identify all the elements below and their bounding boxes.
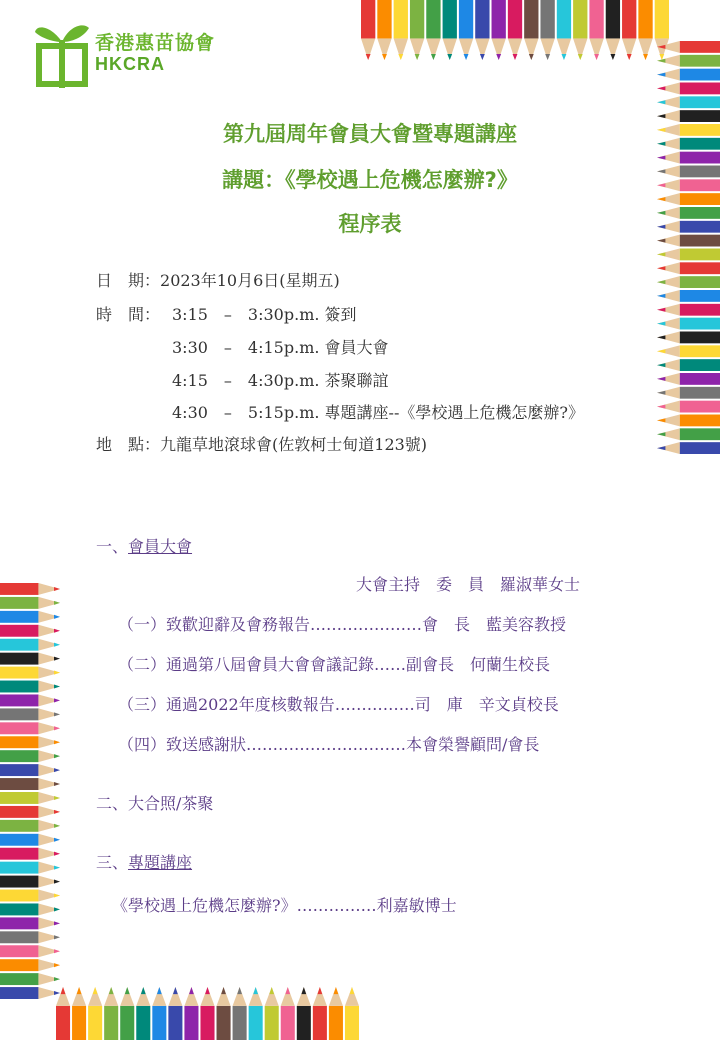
pencil-icon [680, 166, 720, 178]
pencil-icon [680, 359, 720, 371]
pencil-icon [657, 86, 665, 90]
pencil-icon [562, 54, 567, 60]
pencil-icon [0, 750, 38, 762]
pencil-icon [54, 684, 60, 688]
pencil-icon [394, 0, 408, 38]
pencil-icon [54, 671, 60, 675]
venue-value: 九龍草地滾球會(佐敦柯士甸道123號) [160, 435, 428, 454]
pencil-icon [680, 152, 720, 164]
section-title: 會員大會 [128, 537, 193, 556]
pencil-icon [297, 1006, 311, 1040]
pencil-icon [540, 0, 554, 38]
pencil-icon [0, 987, 38, 999]
pencil-icon [0, 694, 38, 706]
schedule-item: 會員大會 [324, 338, 389, 357]
time-label: 時 間： [96, 305, 161, 324]
pencil-icon [657, 45, 665, 49]
pencil-icon [680, 41, 720, 53]
pencil-icon [173, 987, 178, 994]
pencil-icon [680, 69, 720, 81]
pencil-icon [657, 405, 665, 409]
pencil-icon [0, 597, 38, 609]
host-line: 大會主持 委 員 羅淑華女士 [356, 575, 581, 594]
pencil-icon [657, 252, 665, 256]
pencil-icon [125, 987, 130, 994]
pencil-icon [657, 239, 665, 243]
pencil-icon [0, 792, 38, 804]
pencil-icon [398, 54, 403, 60]
pencil-icon [136, 1006, 150, 1040]
section-heading-talk [96, 850, 192, 873]
pencil-icon [657, 446, 665, 450]
pencil-icon [643, 54, 648, 60]
pencil-icon [0, 973, 38, 985]
pencil-icon [54, 740, 60, 744]
pencil-icon [459, 0, 473, 38]
pencil-icon [54, 935, 60, 939]
pencil-icon [513, 54, 518, 60]
pencil-icon [657, 308, 665, 312]
topic-title: 講題：《學校遇上危機怎麼辦?》 [222, 168, 518, 192]
pencil-icon [0, 778, 38, 790]
pencil-icon [680, 249, 720, 261]
pencil-icon [627, 54, 632, 60]
pencil-icon [680, 83, 720, 95]
pencil-icon [447, 54, 452, 60]
pencil-icon [680, 276, 720, 288]
pencil-icon [0, 583, 38, 595]
agenda-item: （一）致歡迎辭及會務報告…………………會 長 藍美容教授 [118, 615, 567, 634]
pencil-icon [657, 349, 665, 353]
pencil-icon [109, 987, 114, 994]
logo-english-name: HKCRA [95, 54, 165, 74]
pencil-icon [680, 221, 720, 233]
schedule-row [172, 335, 389, 358]
pencil-icon [545, 54, 550, 60]
pencil-icon [237, 987, 242, 994]
pencil-icon [334, 987, 339, 994]
pencils-decoration-top [360, 0, 670, 62]
pencil-icon [217, 1006, 231, 1040]
pencil-icon [680, 332, 720, 344]
pencil-icon [54, 587, 60, 591]
pencil-icon [529, 54, 534, 60]
pencil-icon [557, 0, 571, 38]
pencil-icon [120, 1006, 134, 1040]
pencil-icon [657, 59, 665, 63]
section-title: 專題講座 [128, 853, 193, 872]
pencil-icon [0, 945, 38, 957]
pencil-icon [54, 712, 60, 716]
pencil-icon [0, 639, 38, 651]
pencil-icon [475, 0, 489, 38]
pencil-icon [54, 963, 60, 967]
date-value: 2023年10月6日(星期五) [160, 271, 340, 290]
pencil-icon [426, 0, 440, 38]
pencil-icon [54, 852, 60, 856]
pencil-icon [0, 806, 38, 818]
pencil-icon [657, 100, 665, 104]
pencil-icon [622, 0, 636, 38]
pencil-icon [54, 893, 60, 897]
pencil-icon [205, 987, 210, 994]
pencil-icon [610, 54, 615, 60]
pencil-icon [410, 0, 424, 38]
pencil-icon [184, 1006, 198, 1040]
pencil-icon [680, 290, 720, 302]
pencil-icon [0, 834, 38, 846]
pencil-icon [329, 1006, 343, 1040]
pencil-icon [61, 987, 66, 994]
agenda-item: （二）通過第八屆會員大會會議記錄……副會長 何蘭生校長 [118, 655, 551, 674]
pencil-icon [382, 54, 387, 60]
pencil-icon [77, 987, 82, 994]
venue-row [96, 432, 427, 455]
pencil-icon [54, 754, 60, 758]
pencil-icon [415, 54, 420, 60]
schedule-time: 4:15 – 4:30p.m. [172, 371, 320, 390]
pencil-icon [680, 262, 720, 274]
pencil-icon [54, 601, 60, 605]
pencil-icon [0, 681, 38, 693]
pencil-icon [377, 0, 391, 38]
schedule-item: 專題講座--《學校遇上危機怎麼辦?》 [324, 403, 584, 422]
pencil-icon [680, 55, 720, 67]
pencil-icon [301, 987, 306, 994]
pencil-icon [281, 1006, 295, 1040]
agenda-item: （三）通過2022年度核數報告……………司 庫 辛文貞校長 [118, 695, 559, 714]
pencil-icon [221, 987, 226, 994]
pencil-icon [233, 1006, 247, 1040]
program-heading: 程序表 [338, 212, 402, 236]
pencil-icon [657, 73, 665, 77]
pencil-icon [657, 432, 665, 436]
pencil-icon [317, 987, 322, 994]
schedule-item: 簽到 [324, 305, 357, 324]
pencil-icon [0, 667, 38, 679]
pencil-icon [54, 726, 60, 730]
pencils-decoration-left [0, 582, 62, 1000]
pencil-icon [680, 442, 720, 454]
pencil-icon [249, 1006, 263, 1040]
pencil-icon [655, 0, 669, 38]
pencil-icon [189, 987, 194, 994]
pencil-icon [680, 193, 720, 205]
pencil-icon [680, 401, 720, 413]
pencil-icon [0, 611, 38, 623]
pencil-icon [313, 1006, 327, 1040]
pencil-icon [253, 987, 258, 994]
pencil-icon [269, 987, 274, 994]
pencil-icon [152, 1006, 166, 1040]
pencil-icon [72, 1006, 86, 1040]
pencil-icon [657, 377, 665, 381]
pencil-icon [54, 615, 60, 619]
pencil-icon [54, 643, 60, 647]
pencil-icon [657, 294, 665, 298]
schedule-time: 4:30 – 5:15p.m. [172, 403, 320, 422]
schedule-time: 3:30 – 4:15p.m. [172, 338, 320, 357]
pencil-icon [657, 335, 665, 339]
pencil-icon [680, 345, 720, 357]
pencil-icon [54, 907, 60, 911]
pencil-icon [657, 418, 665, 422]
pencil-icon [56, 1006, 70, 1040]
pencil-icon [141, 987, 146, 994]
pencil-icon [0, 876, 38, 888]
pencil-icon [54, 921, 60, 925]
schedule-row [172, 368, 389, 391]
pencil-icon [54, 949, 60, 953]
pencil-icon [680, 110, 720, 122]
pencil-icon [350, 987, 355, 994]
pencil-icon [496, 54, 501, 60]
pencil-icon [680, 318, 720, 330]
pencil-icon [657, 363, 665, 367]
pencil-icon [93, 987, 98, 994]
section-heading-agm [96, 534, 192, 557]
agenda-item: （四）致送感謝狀…………………………本會榮譽顧問/會長 [118, 735, 540, 754]
pencil-icon [680, 304, 720, 316]
pencil-icon [464, 54, 469, 60]
pencil-icon [104, 1006, 118, 1040]
pencil-icon [0, 862, 38, 874]
pencil-icon [285, 987, 290, 994]
date-row [96, 268, 340, 291]
pencil-icon [0, 736, 38, 748]
pencil-icon [0, 848, 38, 860]
event-title: 第九屆周年會員大會暨專題講座 [223, 122, 517, 146]
section-heading-photo: 二、大合照/茶聚 [96, 794, 214, 813]
pencil-icon [54, 810, 60, 814]
pencil-icon [265, 1006, 279, 1040]
date-label: 日 期： [96, 271, 161, 290]
pencil-icon [638, 0, 652, 38]
pencil-icon [0, 917, 38, 929]
pencil-icon [54, 657, 60, 661]
pencil-icon [657, 391, 665, 395]
pencil-icon [680, 415, 720, 427]
schedule-row [172, 302, 357, 325]
pencil-icon [680, 207, 720, 219]
pencil-icon [54, 629, 60, 633]
pencil-icon [680, 235, 720, 247]
schedule-time: 3:15 – 3:30p.m. [172, 305, 320, 324]
pencil-icon [168, 1006, 182, 1040]
pencil-icon [0, 903, 38, 915]
pencil-icon [680, 373, 720, 385]
pencil-icon [88, 1006, 102, 1040]
pencil-icon [443, 0, 457, 38]
gift-sprout-icon [33, 20, 93, 90]
pencil-icon [54, 977, 60, 981]
pencil-icon [594, 54, 599, 60]
schedule-row [172, 400, 584, 423]
pencil-icon [0, 931, 38, 943]
pencil-icon [680, 138, 720, 150]
pencil-icon [680, 124, 720, 136]
pencil-icon [578, 54, 583, 60]
section-number: 三、 [96, 853, 129, 872]
pencil-icon [589, 0, 603, 38]
pencil-icon [54, 768, 60, 772]
pencil-icon [0, 959, 38, 971]
pencil-icon [657, 156, 665, 160]
pencil-icon [680, 179, 720, 191]
pencil-icon [680, 387, 720, 399]
pencil-icon [680, 428, 720, 440]
pencil-icon [573, 0, 587, 38]
pencil-icon [657, 197, 665, 201]
pencil-icon [54, 824, 60, 828]
pencil-icon [480, 54, 485, 60]
pencil-icon [54, 796, 60, 800]
pencil-icon [345, 1006, 359, 1040]
schedule-item: 茶聚聯誼 [324, 371, 389, 390]
pencil-icon [492, 0, 506, 38]
pencil-icon [657, 266, 665, 270]
pencils-decoration-bottom [55, 985, 360, 1040]
pencil-icon [606, 0, 620, 38]
pencil-icon [54, 838, 60, 842]
pencil-icon [508, 0, 522, 38]
pencil-icon [157, 987, 162, 994]
pencils-decoration-right [655, 40, 720, 455]
pencil-icon [54, 698, 60, 702]
pencil-icon [54, 782, 60, 786]
pencil-icon [0, 820, 38, 832]
pencil-icon [361, 0, 375, 38]
pencil-icon [366, 54, 371, 60]
pencil-icon [0, 708, 38, 720]
pencil-icon [657, 280, 665, 284]
pencil-icon [54, 880, 60, 884]
logo-chinese-name: 香港惠苗協會 [95, 32, 216, 54]
pencil-icon [0, 764, 38, 776]
pencil-icon [431, 54, 436, 60]
pencil-icon [54, 866, 60, 870]
pencil-icon [657, 322, 665, 326]
pencil-icon [0, 890, 38, 902]
venue-label: 地 點： [96, 435, 161, 454]
pencil-icon [524, 0, 538, 38]
pencil-icon [680, 96, 720, 108]
pencil-icon [0, 653, 38, 665]
pencil-icon [0, 722, 38, 734]
pencil-icon [200, 1006, 214, 1040]
logo [33, 20, 233, 90]
section-number: 一、 [96, 537, 129, 556]
talk-line: 《學校遇上危機怎麼辦?》……………利嘉敏博士 [112, 896, 457, 915]
pencil-icon [0, 625, 38, 637]
